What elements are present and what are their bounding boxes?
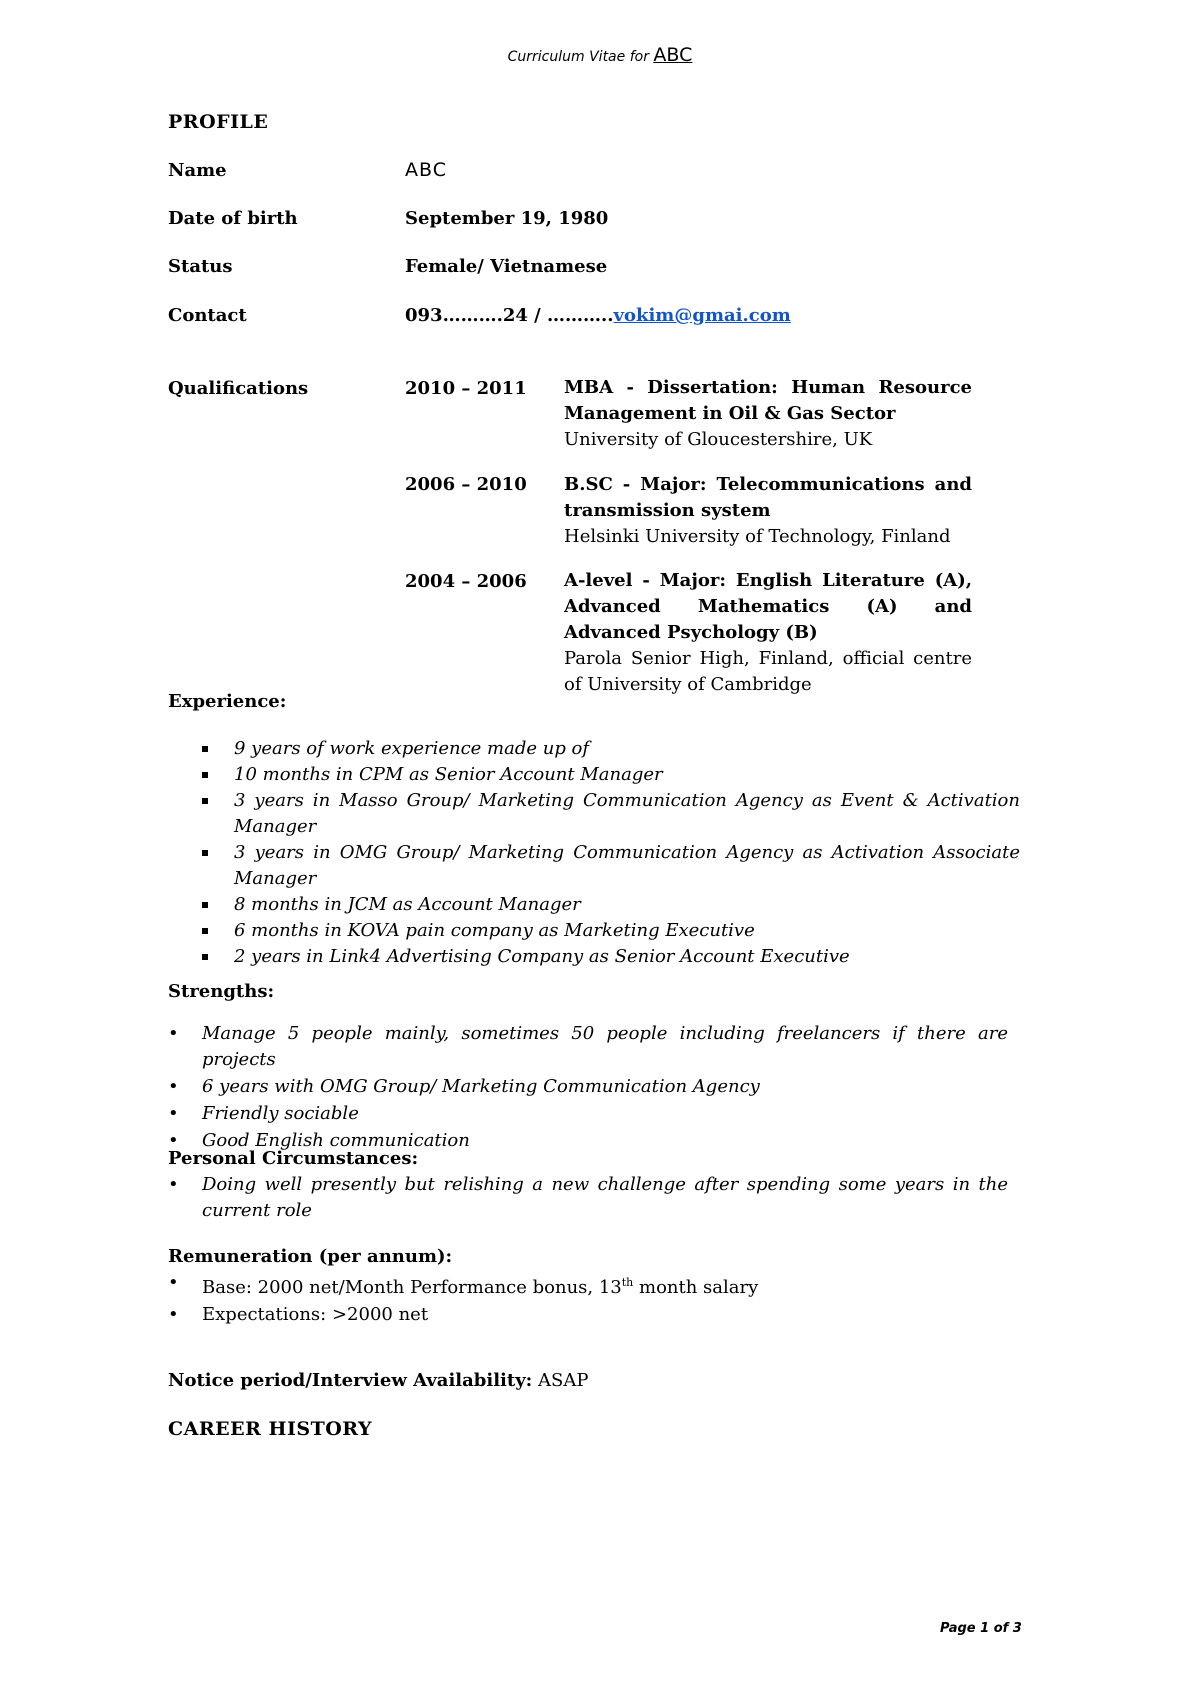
qualification-entry: [564, 568, 972, 698]
list-item: 3 years in OMG Group/ Marketing Communication Agency as Activation Associate Manager: [200, 840, 1020, 892]
qualification-title: MBA - Dissertation: Human Resource Management in Oil & Gas Sector: [564, 377, 972, 424]
name-label: Name: [168, 160, 227, 181]
list-item: 3 years in Masso Group/ Marketing Communication Agency as Event & Activation Manager: [200, 788, 1020, 840]
dob-value: September 19, 1980: [405, 208, 609, 229]
strengths-list: [168, 1021, 1008, 1155]
career-history-heading: CAREER HISTORY: [168, 1418, 373, 1440]
list-item: 9 years of work experience made up of: [200, 736, 1020, 762]
page-number: Page 1 of 3: [940, 1621, 1022, 1636]
qualification-years: 2004 – 2006: [405, 571, 527, 592]
personal-heading: Personal Circumstances:: [168, 1148, 419, 1169]
contact-phone: 093……….24 / ………..: [405, 305, 614, 326]
list-item: • Expectations: >2000 net: [168, 1302, 1008, 1328]
status-label: Status: [168, 256, 233, 277]
remuneration-heading: Remuneration (per annum):: [168, 1246, 453, 1267]
personal-list: [168, 1172, 1008, 1225]
list-item: • Friendly sociable: [168, 1101, 1008, 1127]
notice-label: Notice period/Interview Availability:: [168, 1370, 533, 1391]
qualification-institution: University of Gloucestershire, UK: [564, 429, 873, 450]
list-item: 2 years in Link4 Advertising Company as Senior Account Executive: [200, 944, 1020, 970]
list-item: [168, 1270, 1008, 1301]
contact-value: [405, 305, 791, 326]
remuneration-list: [168, 1270, 1008, 1329]
qualification-years: 2010 – 2011: [405, 378, 527, 399]
experience-list: [200, 736, 1020, 970]
qualification-years: 2006 – 2010: [405, 474, 527, 495]
profile-heading: PROFILE: [168, 111, 269, 133]
list-item: • Manage 5 people mainly, sometimes 50 people including freelancers if there are projects: [168, 1021, 1008, 1073]
base-suffix: month salary: [633, 1277, 759, 1298]
notice-line: [168, 1370, 588, 1391]
list-item: 8 months in JCM as Account Manager: [200, 892, 1020, 918]
strengths-heading: Strengths:: [168, 981, 275, 1002]
qualification-title: A-level - Major: English Literature (A), Advanced Mathematics (A) and Advanced Psychology (B): [564, 570, 972, 643]
header-name: ABC: [653, 44, 693, 66]
qualification-entry: [564, 472, 972, 550]
qualification-entry: [564, 375, 972, 453]
dob-label: Date of birth: [168, 208, 298, 229]
page-header: [0, 44, 1200, 66]
qualifications-label: Qualifications: [168, 378, 309, 399]
name-value: ABC: [405, 159, 447, 181]
status-value: Female/ Vietnamese: [405, 256, 608, 277]
qualification-institution: Parola Senior High, Finland, official centre of University of Cambridge: [564, 648, 972, 695]
notice-value: ASAP: [532, 1370, 589, 1391]
header-prefix: Curriculum Vitae for: [507, 49, 649, 65]
list-item: • Good English communication: [168, 1128, 1008, 1154]
experience-heading: Experience:: [168, 691, 287, 712]
contact-label: Contact: [168, 305, 247, 326]
base-sup: th: [621, 1276, 634, 1289]
list-item: • Doing well presently but relishing a new challenge after spending some years in the current role: [168, 1172, 1008, 1224]
base-prefix: Base: 2000 net/Month Performance bonus, 13: [202, 1277, 622, 1298]
list-item: 10 months in CPM as Senior Account Manager: [200, 762, 1020, 788]
qualification-title: B.SC - Major: Telecommunications and transmission system: [564, 474, 972, 521]
list-item: 6 months in KOVA pain company as Marketing Executive: [200, 918, 1020, 944]
email-link[interactable]: vokim@gmai.com: [613, 305, 791, 326]
qualification-institution: Helsinki University of Technology, Finland: [564, 526, 951, 547]
list-item: • 6 years with OMG Group/ Marketing Communication Agency: [168, 1074, 1008, 1100]
